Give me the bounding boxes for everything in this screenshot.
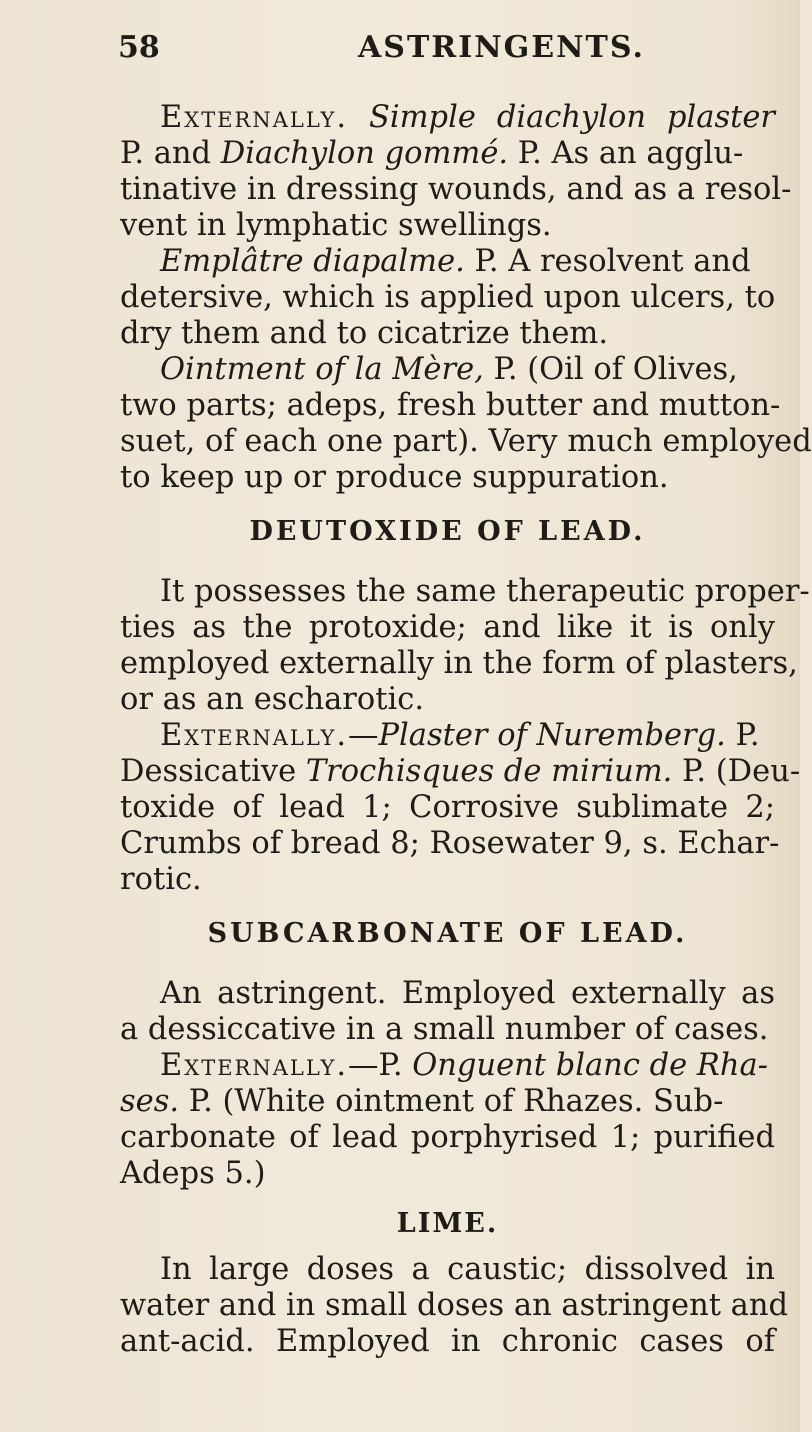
text-line: In large doses a caustic; dissolved in [160, 1252, 775, 1287]
text-line: two parts; adeps, fresh butter and mutton- [120, 388, 781, 423]
preparation-name: Simple diachylon plaster [368, 100, 775, 135]
preparation-name: Ointment of la Mère, [160, 352, 484, 387]
section-heading: DEUTOXIDE OF LEAD. [249, 516, 646, 547]
text-line: ant-acid. Employed in chronic cases of [120, 1324, 775, 1359]
section-label: Externally. [160, 718, 349, 753]
text-line: detersive, which is applied upon ulcers, to [120, 280, 776, 315]
text-line: Externally.—P. Onguent blanc de Rha- [160, 1048, 768, 1083]
page-body [120, 100, 812, 1360]
preparation-name: Plaster of Nuremberg. [378, 718, 726, 753]
text-line: P. and Diachylon gommé. P. As an agglu- [120, 136, 744, 171]
text-line: tinative in dressing wounds, and as a resol- [120, 172, 792, 207]
text-line: rotic. [120, 862, 202, 897]
text-line: ties as the protoxide; and like it is only [120, 610, 775, 645]
text-line: Externally.—Plaster of Nuremberg. P. [160, 718, 760, 753]
section-label: Externally. [160, 100, 349, 135]
preparation-name: ses. [120, 1084, 180, 1119]
page-header [118, 18, 740, 68]
text-line: Emplâtre diapalme. P. A resolvent and [160, 244, 751, 279]
text-line: Crumbs of bread 8; Rosewater 9, s. Echar- [120, 826, 780, 861]
text-line: water and in small doses an astringent and [120, 1288, 789, 1323]
preparation-name: Trochisques de mirium. [305, 754, 673, 789]
text-line: carbonate of lead porphyrised 1; purified [120, 1120, 775, 1155]
text-line: toxide of lead 1; Corrosive sublimate 2; [120, 790, 775, 825]
text-line: It possesses the same therapeutic proper- [160, 574, 810, 609]
text-line: a dessiccative in a small number of cases. [120, 1012, 769, 1047]
text-line: to keep up or produce suppuration. [120, 460, 669, 495]
text-line: An astringent. Employed externally as [160, 976, 775, 1011]
preparation-name: Emplâtre diapalme. [160, 244, 465, 279]
text-line: Ointment of la Mère, P. (Oil of Olives, [160, 352, 738, 387]
text-line: employed externally in the form of plasters, [120, 646, 798, 681]
text-line: suet, of each one part). Very much employed [120, 424, 812, 459]
running-head: ASTRINGENTS. [358, 30, 645, 65]
preparation-name: Onguent blanc de Rha- [412, 1048, 768, 1083]
text-line: vent in lymphatic swellings. [120, 208, 552, 243]
text-line: or as an escharotic. [120, 682, 425, 717]
text-line: Adeps 5.) [120, 1156, 266, 1191]
text-line: ses. P. (White ointment of Rhazes. Sub- [120, 1084, 724, 1119]
section-heading: LIME. [396, 1208, 499, 1239]
preparation-name: Diachylon gommé. [220, 136, 509, 171]
text-line: dry them and to cicatrize them. [120, 316, 609, 351]
section-label: Externally. [160, 1048, 349, 1083]
page-number: 58 [118, 30, 160, 65]
section-heading: SUBCARBONATE OF LEAD. [207, 918, 688, 949]
text-line: Dessicative Trochisques de mirium. P. (Deu- [120, 754, 801, 789]
text-line [120, 100, 775, 136]
